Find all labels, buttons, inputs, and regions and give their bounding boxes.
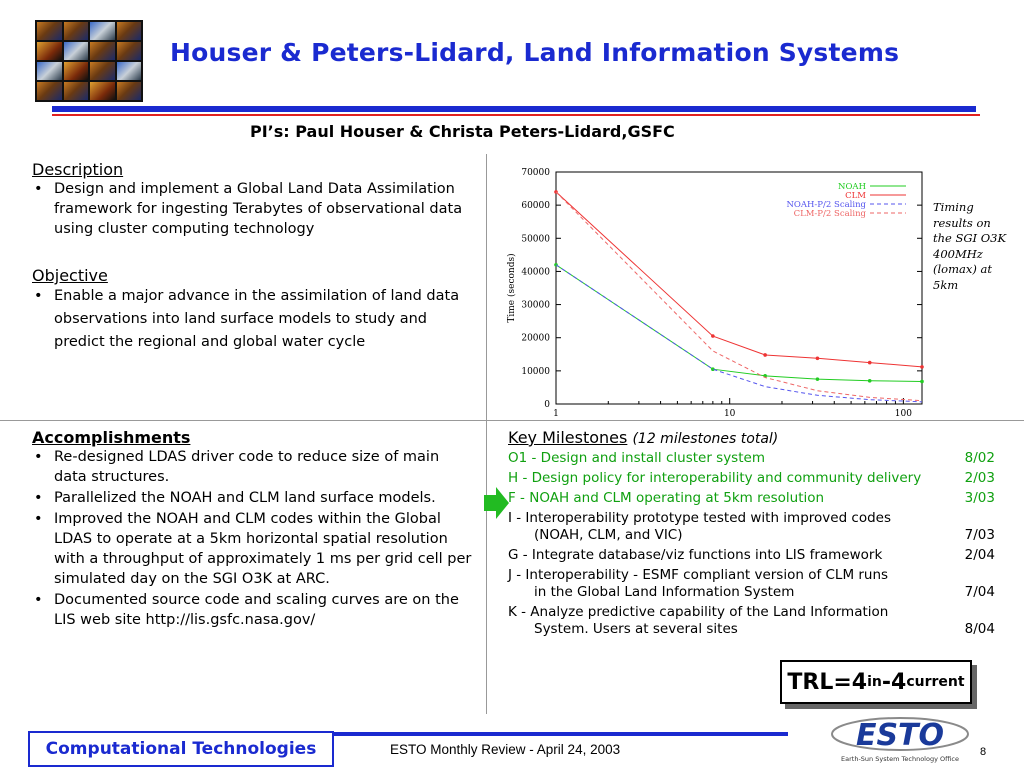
- y-tick-label: 60000: [521, 201, 550, 212]
- description-section: [32, 160, 482, 239]
- y-axis-label: Time (seconds): [507, 253, 517, 323]
- trl-sub-in: in: [867, 674, 882, 690]
- accomplishment-item: • Improved the NOAH and CLM codes within the Global LDAS to operate at a 5km horizontal spatial resolution with a throughput of approximately 1 ms per grid cell per simulated day on the SGI O3K at ARC.: [32, 509, 472, 589]
- key-milestones-section: [508, 428, 1008, 638]
- y-tick-label: 50000: [521, 234, 550, 245]
- series-line-clm: [556, 192, 922, 367]
- x-tick-label: 10: [723, 409, 736, 419]
- x-tick-label: 100: [894, 409, 912, 419]
- description-heading: Description: [32, 160, 124, 179]
- milestone-item: H - Design policy for interoperability and community delivery 2/03: [508, 470, 995, 486]
- y-tick-label: 70000: [521, 168, 550, 178]
- y-tick-label: 10000: [521, 366, 550, 377]
- title-rule-red: [52, 114, 980, 116]
- milestones-count-note: (12 milestones total): [632, 431, 779, 447]
- data-point: [816, 377, 820, 381]
- milestone-item: I - Interoperability prototype tested with improved codes (NOAH, CLM, and VIC) 7/03: [508, 510, 995, 543]
- legend-label: NOAH-P/2 Scaling: [786, 200, 866, 210]
- x-tick-label: 1: [553, 409, 559, 419]
- milestones-heading: [508, 428, 1008, 447]
- trl-sub-current: current: [906, 674, 965, 690]
- legend-label: CLM-P/2 Scaling: [793, 209, 866, 219]
- data-point: [711, 334, 715, 338]
- data-point: [868, 379, 872, 383]
- accomplishments-section: [32, 428, 472, 631]
- page-title: Houser & Peters-Lidard, Land Information Systems: [170, 38, 900, 67]
- milestone-item: J - Interoperability - ESMF compliant version of CLM runs in the Global Land Information System 7/04: [508, 567, 995, 600]
- svg-text:ESTO: ESTO: [855, 718, 945, 753]
- footer-review-date: ESTO Monthly Review - April 24, 2003: [390, 742, 621, 757]
- accomplishment-item: • Parallelized the NOAH and CLM land surface models.: [32, 488, 472, 508]
- legend-label: NOAH: [838, 182, 866, 192]
- data-point: [920, 365, 924, 369]
- vertical-divider: [486, 154, 487, 714]
- data-point: [920, 380, 924, 384]
- series-line-noah-p-2-scaling: [556, 265, 922, 402]
- y-tick-label: 30000: [521, 300, 550, 311]
- trl-box: [780, 660, 972, 704]
- milestone-item: O1 - Design and install cluster system 8/02: [508, 450, 995, 466]
- y-tick-label: 0: [544, 400, 550, 410]
- milestone-item: F - NOAH and CLM operating at 5km resolution 3/03: [508, 490, 995, 506]
- data-point: [868, 361, 872, 365]
- objective-heading: Objective: [32, 266, 108, 285]
- milestone-item: G - Integrate database/viz functions into LIS framework 2/04: [508, 547, 995, 563]
- series-line-clm-p-2-scaling: [556, 192, 922, 401]
- page-number: 8: [980, 746, 987, 758]
- accomplishment-item: • Re-designed LDAS driver code to reduce size of main data structures.: [32, 447, 472, 487]
- current-milestone-arrow-icon: [484, 485, 510, 521]
- y-tick-label: 20000: [521, 333, 550, 344]
- objective-section: [32, 266, 482, 354]
- esto-logo: [830, 712, 970, 764]
- footer-section-label: Computational Technologies: [28, 731, 334, 767]
- title-rule-blue: [52, 106, 976, 112]
- description-bullet: • Design and implement a Global Land Data Assimilation framework for ingesting Terabytes of observational data using cluster computing technology: [32, 179, 482, 239]
- plot-frame: [556, 172, 922, 404]
- y-tick-label: 40000: [521, 267, 550, 278]
- trl-label: TRL=4: [787, 669, 868, 695]
- data-point: [763, 353, 767, 357]
- principal-investigators: PI’s: Paul Houser & Christa Peters-Lidard,GSFC: [250, 122, 675, 141]
- svg-text:Earth-Sun System Technology Of: Earth-Sun System Technology Office: [841, 755, 959, 763]
- legend-label: CLM: [845, 191, 866, 201]
- milestones-list: [508, 450, 1008, 638]
- timing-chart: [498, 160, 930, 422]
- trl-mid: -4: [881, 669, 907, 695]
- data-point: [816, 356, 820, 360]
- accomplishments-heading: Accomplishments: [32, 428, 191, 447]
- milestone-item: K - Analyze predictive capability of the Land Information System. Users at several sites 8/04: [508, 604, 995, 637]
- accomplishment-item: • Documented source code and scaling curves are on the LIS web site http://lis.gsfc.nasa.gov/: [32, 590, 472, 630]
- milestones-title: Key Milestones: [508, 428, 628, 447]
- timing-note: Timing results on the SGI O3K 400MHz (lomax) at 5km: [933, 200, 1007, 292]
- objective-bullet: • Enable a major advance in the assimilation of land data observations into land surface models to study and predict the regional and global water cycle: [32, 285, 482, 354]
- lis-logo-mosaic: [35, 20, 143, 102]
